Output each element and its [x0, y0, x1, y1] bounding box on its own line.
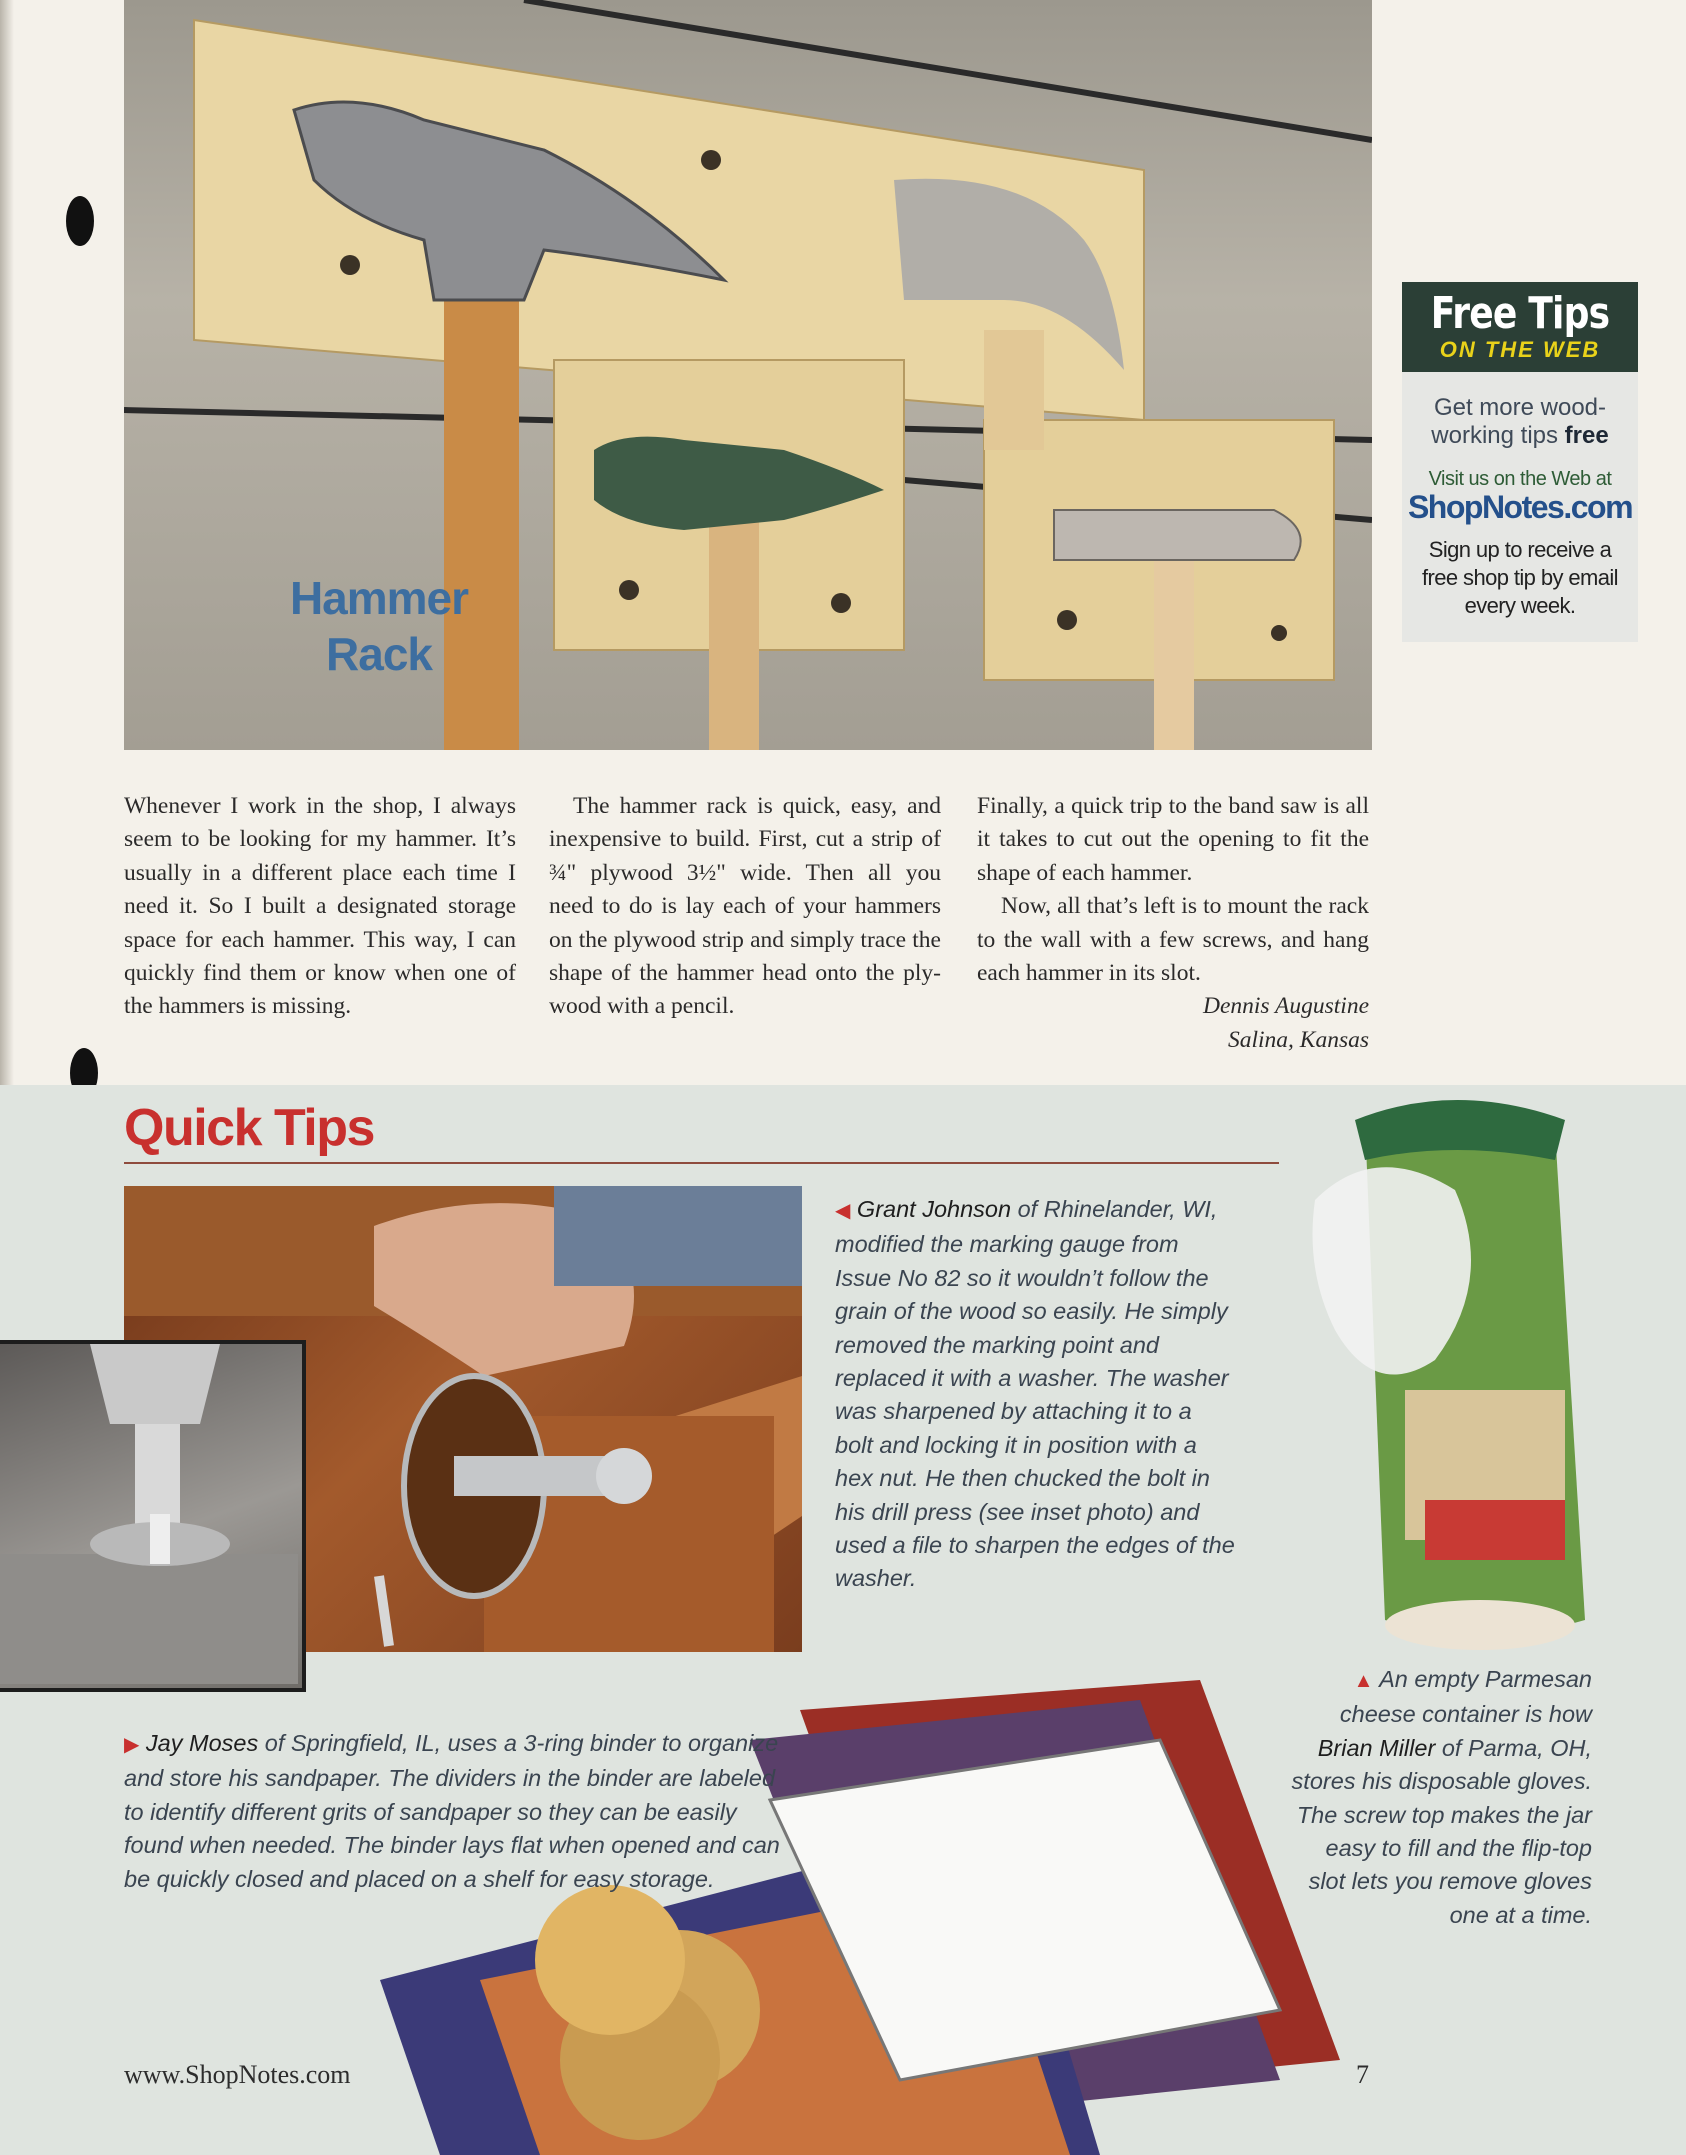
tip-intro: An empty Parmesan cheese container is how [1339, 1666, 1592, 1728]
free-tips-url-link[interactable]: ShopNotes.com [1407, 489, 1633, 525]
author-name: Dennis Augustine [1202, 993, 1369, 1020]
hammer-rack-photo [124, 0, 1372, 750]
author-location: Salina, Kansas [1227, 1026, 1369, 1053]
free-tips-title: Free Tips [1430, 288, 1610, 339]
free-tips-visit-text: Visit us on the Web at [1428, 468, 1612, 490]
quick-tips-title: Quick Tips [124, 1099, 374, 1157]
footer-url-link[interactable]: www.ShopNotes.com [124, 2060, 351, 2089]
article-column-3 [977, 790, 1369, 1057]
article-column-1 [124, 790, 516, 1024]
free-tips-promo-text: Get more wood-working tips [1431, 394, 1607, 449]
tip-author-name: Brian Miller [1317, 1734, 1436, 1761]
hero-title-line2: Rack [326, 628, 432, 680]
article-paragraph: Finally, a quick trip to the band saw is all it takes to cut out the opening to fit the shape of each hammer. [977, 793, 1369, 886]
parmesan-container-photo [1255, 1080, 1645, 1650]
article-paragraph: Whenever I work in the shop, I always seem to be looking for my hammer. It’s usually in a different place each time I need it. So I built a designated storage space for each hammer. This way, I can quickly find them or know when one of the hammers is missing. [124, 793, 516, 1020]
hero-title-line1: Hammer [289, 572, 469, 624]
tip-grant-johnson [835, 1193, 1235, 1596]
free-tips-promo-bold: free [1564, 422, 1609, 449]
free-tips-signup-text: Sign up to receive a free shop tip by email every week. [1422, 537, 1618, 618]
hero-title [274, 570, 484, 682]
free-tips-header [1402, 282, 1638, 372]
arrow-up-icon: ▲ [1353, 1670, 1374, 1692]
article-paragraph: Now, all that’s left is to mount the rack to the wall with a few screws, and hang each hammer in its slot. [977, 893, 1369, 987]
tip-body: of Rhinelander, WI, modified the marking gauge from Issue No 82 so it wouldn’t follow the grain of the wood so easily. He simply removed the marking point and replaced it with a washer. The washer was sharpened by attaching it to a bolt and locking it in position with a hex nut. He then chucked the bolt in his drill press (see inset photo) and used a file to sharpen the edges of the washer. [835, 1196, 1235, 1592]
binder-hole [66, 196, 94, 246]
article-column-2 [549, 790, 941, 1024]
article-paragraph: The hammer rack is quick, easy, and inexpensive to build. First, cut a strip of ¾" plywood 3½" wide. Then all you need to do is lay each of your hammers on the plywood strip and simply trace the shape of the hammer head onto the ply-wood with a pencil. [549, 793, 941, 1020]
arrow-left-icon: ◀ [835, 1200, 851, 1222]
drill-press-illustration [0, 1344, 298, 1684]
parmesan-container-illustration [1255, 1080, 1645, 1650]
tip-body: of Parma, OH, stores his disposable gloves. The screw top makes the jar easy to fill and the flip-top slot lets you remove gloves one at a time. [1291, 1734, 1592, 1928]
tip-author-name: Grant Johnson [856, 1196, 1012, 1222]
tip-body: of Springfield, IL, uses a 3-ring binder to organize and store his sandpaper. The dividers in the binder are labeled to identify different grits of sandpaper so they can be easily found when needed. The binder lays flat when opened and can be quickly closed and placed on a shelf for easy storage. [124, 1730, 780, 1892]
page-number: 7 [1356, 2060, 1369, 2089]
arrow-right-icon: ▶ [124, 1734, 140, 1756]
free-tips-subtitle: ON THE WEB [1439, 337, 1601, 362]
free-tips-promo [1402, 394, 1638, 450]
quick-tips-rule [124, 1162, 1279, 1164]
drill-press-inset-photo [0, 1340, 306, 1692]
free-tips-box [1402, 282, 1638, 642]
tip-jay-moses [124, 1727, 784, 1896]
tip-author-name: Jay Moses [145, 1730, 259, 1756]
